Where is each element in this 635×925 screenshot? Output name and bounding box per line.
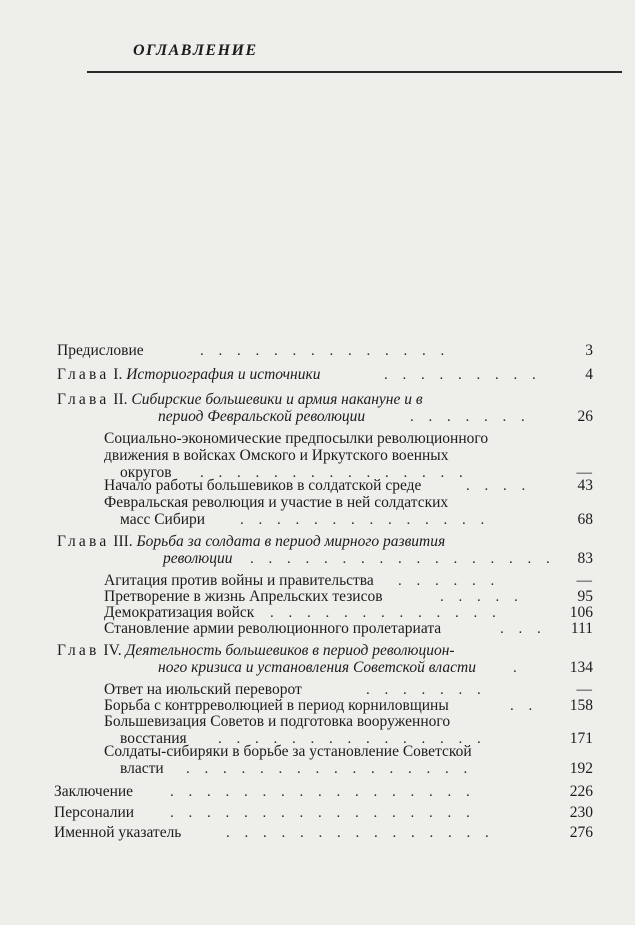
toc-entry-preface[interactable]: Предисловие xyxy=(57,342,144,359)
chapter-lead: Глава xyxy=(57,391,110,408)
leader-dots: . . . . . . . . . . . . . . xyxy=(200,343,450,359)
page-number: 83 xyxy=(577,550,593,567)
page-number: 192 xyxy=(569,760,593,777)
leader-dots: . . . . . . . . . . . . . . . xyxy=(226,825,495,841)
leader-dots: . . . . . . . xyxy=(410,409,531,425)
toc-entry-subsection[interactable]: Начало работы большевиков в солдатской среде xyxy=(104,477,422,494)
chapter-number: I. xyxy=(113,366,123,383)
chapter-lead: Глава xyxy=(57,366,110,383)
page-number: 106 xyxy=(569,604,593,621)
leader-dots: . . . . . . . xyxy=(366,682,487,698)
page-number: 230 xyxy=(569,804,593,821)
page-number: 43 xyxy=(577,477,593,494)
leader-dots: . . . . . . . . . . . . . . . . . xyxy=(250,551,556,567)
page-number: 226 xyxy=(569,783,593,800)
toc-entry-chapter-1[interactable] xyxy=(57,366,320,384)
leader-dots: . . . . . . . . . . . . . . xyxy=(240,512,490,528)
leader-dots: . . xyxy=(510,698,538,714)
leader-dots: . . . . . xyxy=(440,589,524,605)
leader-dots: . . . . . . . . . . . . . . . . . xyxy=(170,805,476,821)
toc-entry-subsection-line-3: округов xyxy=(120,464,172,481)
toc-entry-chapter-2[interactable] xyxy=(57,391,423,409)
page-number: 26 xyxy=(577,408,593,425)
toc-entry-subsection[interactable]: Социально-экономические предпосылки революционного xyxy=(104,430,489,447)
toc-entry-subsection[interactable]: Борьба с контрреволюцией в период корниловщины xyxy=(104,697,449,714)
leader-dots: . . . . . . . . . . . . . . . xyxy=(200,465,469,481)
leader-dots: . . . xyxy=(500,621,547,637)
toc-entry-subsection[interactable]: Демократизация войск xyxy=(104,604,255,621)
page-number: 95 xyxy=(577,588,593,605)
page-number: 171 xyxy=(569,730,593,747)
page-number: 111 xyxy=(570,620,593,637)
page-number: 68 xyxy=(577,511,593,528)
toc-entry-subsection-line-2: масс Сибири xyxy=(120,511,206,528)
toc-entry-subsection[interactable]: Агитация против войны и правительства xyxy=(104,572,374,589)
toc-entry-subsection[interactable]: Становление армии революционного пролетариата xyxy=(104,620,442,637)
chapter-number: II. xyxy=(113,391,128,408)
toc-entry-index[interactable]: Именной указатель xyxy=(54,824,182,841)
toc-entry-subsection-line-2: восстания xyxy=(120,730,187,747)
chapter-number: IV. xyxy=(103,642,122,659)
toc-entry-subsection-line-2: власти xyxy=(120,760,164,777)
page-number: 4 xyxy=(585,366,593,383)
chapter-title: Историография и источники xyxy=(126,366,321,383)
leader-dots: . . . . . . . . . xyxy=(384,367,542,383)
chapter-lead: Глава xyxy=(57,533,110,550)
page-number: 276 xyxy=(569,824,593,841)
page-number: 134 xyxy=(569,659,593,676)
toc-entry-conclusion[interactable]: Заключение xyxy=(54,783,134,800)
chapter-number: III. xyxy=(113,533,133,550)
leader-dots: . . . . . . . . . . . . . . . . . xyxy=(170,784,476,800)
leader-dots: . . . . . . xyxy=(398,573,500,589)
page-number: — xyxy=(576,681,592,698)
toc-entry-persons[interactable]: Персоналии xyxy=(54,804,135,821)
chapter-title-line-2: период Февральской революции xyxy=(158,408,366,425)
chapter-title-line-1: Борьба за солдата в период мирного развития xyxy=(136,533,446,550)
toc-entry-chapter-3[interactable] xyxy=(57,533,445,551)
page-number: — xyxy=(576,464,592,481)
toc-entry-subsection[interactable]: Претворение в жизнь Апрельских тезисов xyxy=(104,588,383,605)
toc-entry-subsection[interactable]: Большевизация Советов и подготовка вооруженного xyxy=(104,713,451,730)
page-title: ОГЛАВЛЕНИЕ xyxy=(133,42,258,59)
toc-entry-subsection-line-2: движения в войсках Омского и Иркутского военных xyxy=(104,447,449,464)
toc-entry-chapter-4[interactable] xyxy=(57,642,455,660)
leader-dots: . . . . . . . . . . . . . xyxy=(270,605,502,621)
chapter-lead: Глав xyxy=(57,642,100,659)
toc-entry-subsection[interactable]: Ответ на июльский переворот xyxy=(104,681,302,698)
chapter-title-line-2: ного кризиса и установления Советской власти xyxy=(158,659,476,676)
leader-dots: . . . . . . . . . . . . . . . . xyxy=(186,761,473,777)
chapter-title-line-1: Сибирские большевики и армия накануне и в xyxy=(131,391,423,408)
page-number: — xyxy=(576,572,592,589)
leader-dots: . . . . xyxy=(466,478,531,494)
page-number: 3 xyxy=(585,342,593,359)
chapter-title-line-2: революции xyxy=(163,550,233,567)
toc-entry-subsection[interactable]: Солдаты-сибиряки в борьбе за установление Советской xyxy=(104,743,472,760)
chapter-title-line-1: Деятельность большевиков в период революцион- xyxy=(125,642,455,659)
page-number: 158 xyxy=(569,697,593,714)
leader-dots: . xyxy=(513,660,523,676)
toc-entry-subsection[interactable]: Февральская революция и участие в ней солдатских xyxy=(104,494,449,511)
leader-dots: . . . . . . . . . . . . . . . xyxy=(218,731,487,747)
